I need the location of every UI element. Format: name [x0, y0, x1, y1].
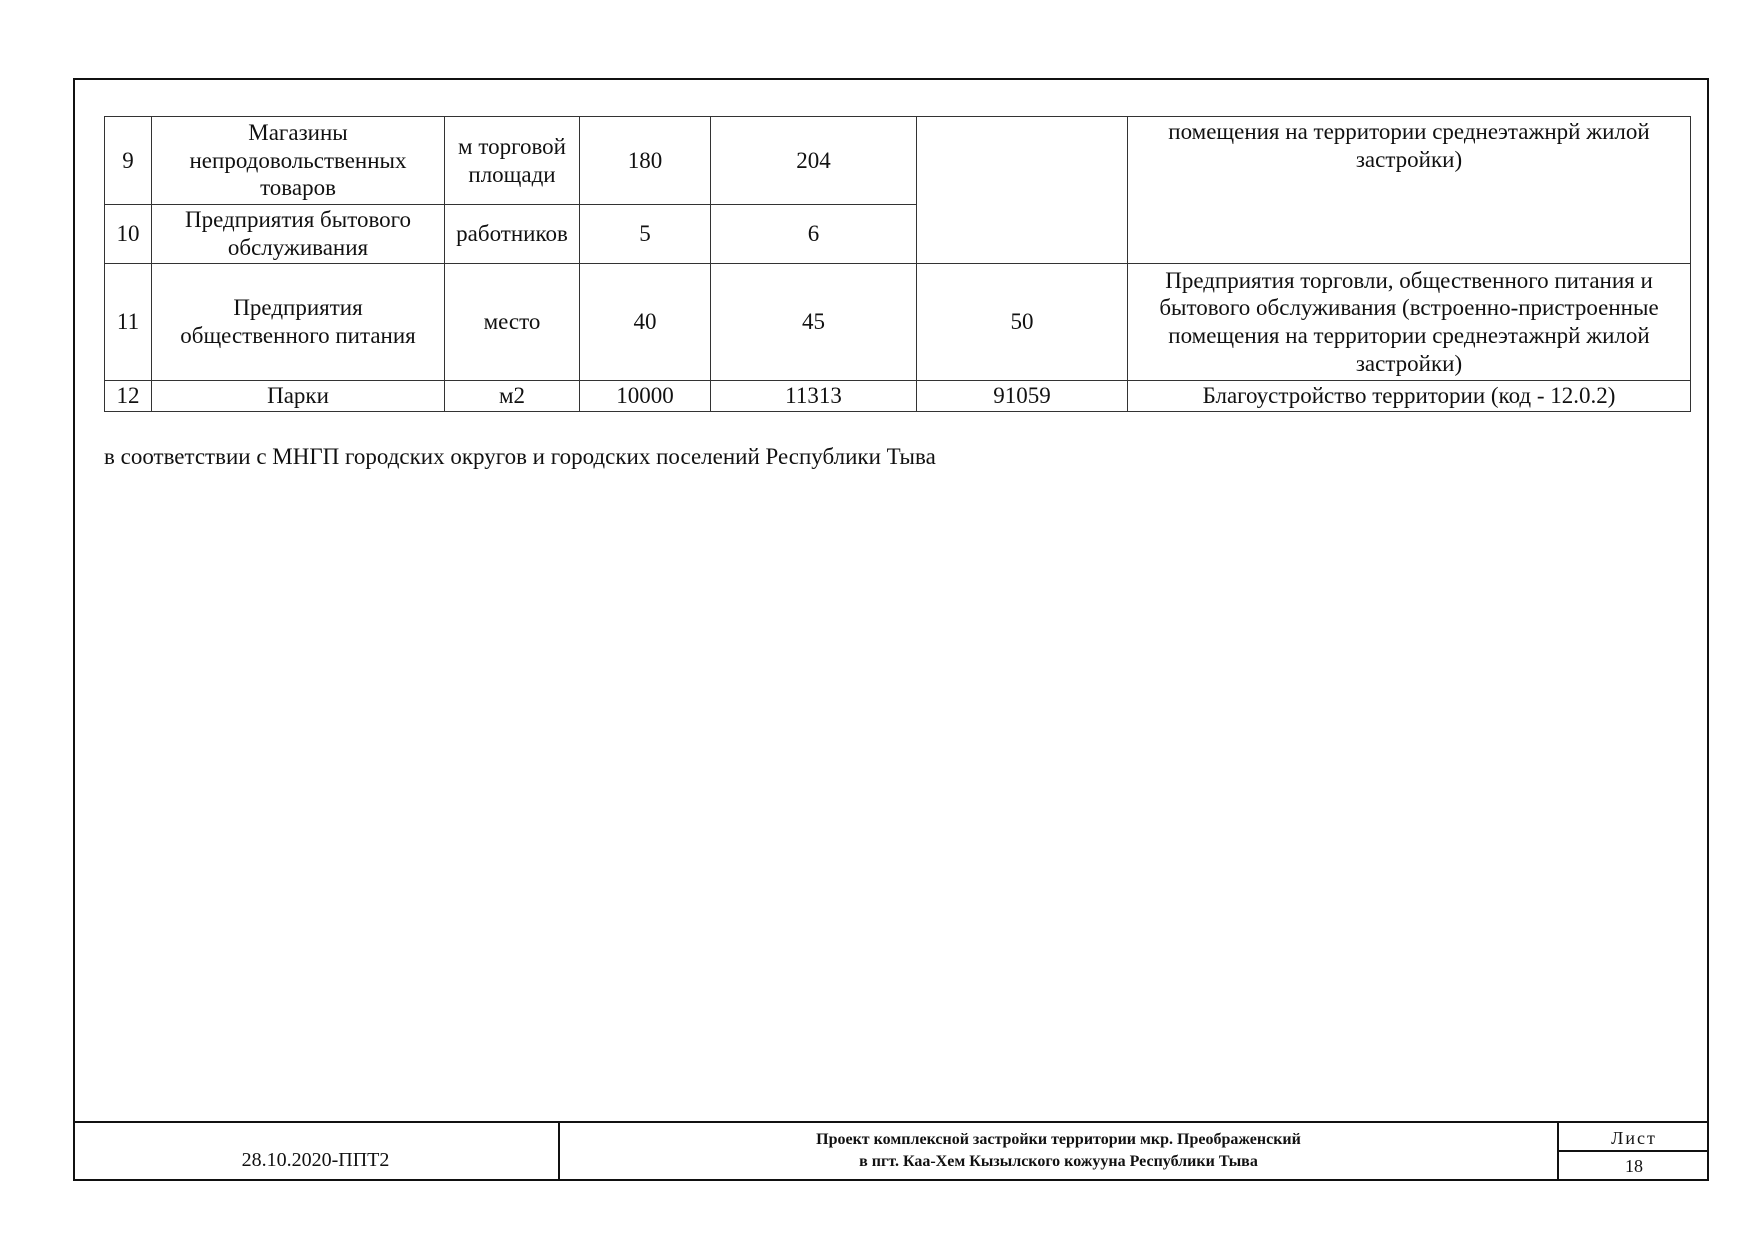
note-cell: помещения на территории среднеэтажнрй жилой застройки): [1128, 117, 1691, 264]
title-block: [73, 1121, 1709, 1181]
row-number: 12: [105, 381, 152, 412]
value-3: 91059: [917, 381, 1128, 412]
facility-name: Предприятия общественного питания: [152, 264, 445, 381]
unit: м2: [445, 381, 580, 412]
value-1: 40: [580, 264, 711, 381]
unit: работников: [445, 205, 580, 264]
unit: м торговой площади: [445, 117, 580, 205]
data-table: [104, 116, 1691, 412]
value-2: 11313: [711, 381, 917, 412]
value-1: 10000: [580, 381, 711, 412]
document-code: 28.10.2020-ППТ2: [73, 1123, 560, 1181]
note-cell: Предприятия торговли, общественного питания и бытового обслуживания (встроенно-пристроенные помещения на территории среднеэтажнрй жилой застройки): [1128, 264, 1691, 381]
value-1: 5: [580, 205, 711, 264]
row-number: 11: [105, 264, 152, 381]
value-2: 45: [711, 264, 917, 381]
value-3-empty: [917, 117, 1128, 264]
footnote-text: в соответствии с МНГП городских округов и городских поселений Республики Тыва: [104, 444, 936, 469]
note-cell: Благоустройство территории (код - 12.0.2): [1128, 381, 1691, 412]
value-2: 204: [711, 117, 917, 205]
facility-name: Предприятия бытового обслуживания: [152, 205, 445, 264]
facility-name: Магазины непродовольственных товаров: [152, 117, 445, 205]
facility-name: Парки: [152, 381, 445, 412]
row-number: 9: [105, 117, 152, 205]
unit: место: [445, 264, 580, 381]
sheet-number: 18: [1625, 1156, 1643, 1176]
value-3: 50: [917, 264, 1128, 381]
table-row: [105, 264, 1691, 381]
project-title: [560, 1123, 1557, 1181]
value-2: 6: [711, 205, 917, 264]
row-number: 10: [105, 205, 152, 264]
sheet-box: [1557, 1123, 1709, 1181]
value-1: 180: [580, 117, 711, 205]
table-row: [105, 381, 1691, 412]
project-title-line-2: в пгт. Каа-Хем Кызылского кожууна Республики Тыва: [859, 1153, 1258, 1170]
table-row: [105, 117, 1691, 205]
project-title-line-1: Проект комплексной застройки территории мкр. Преображенский: [816, 1131, 1301, 1148]
sheet-label: Лист: [1559, 1123, 1709, 1152]
